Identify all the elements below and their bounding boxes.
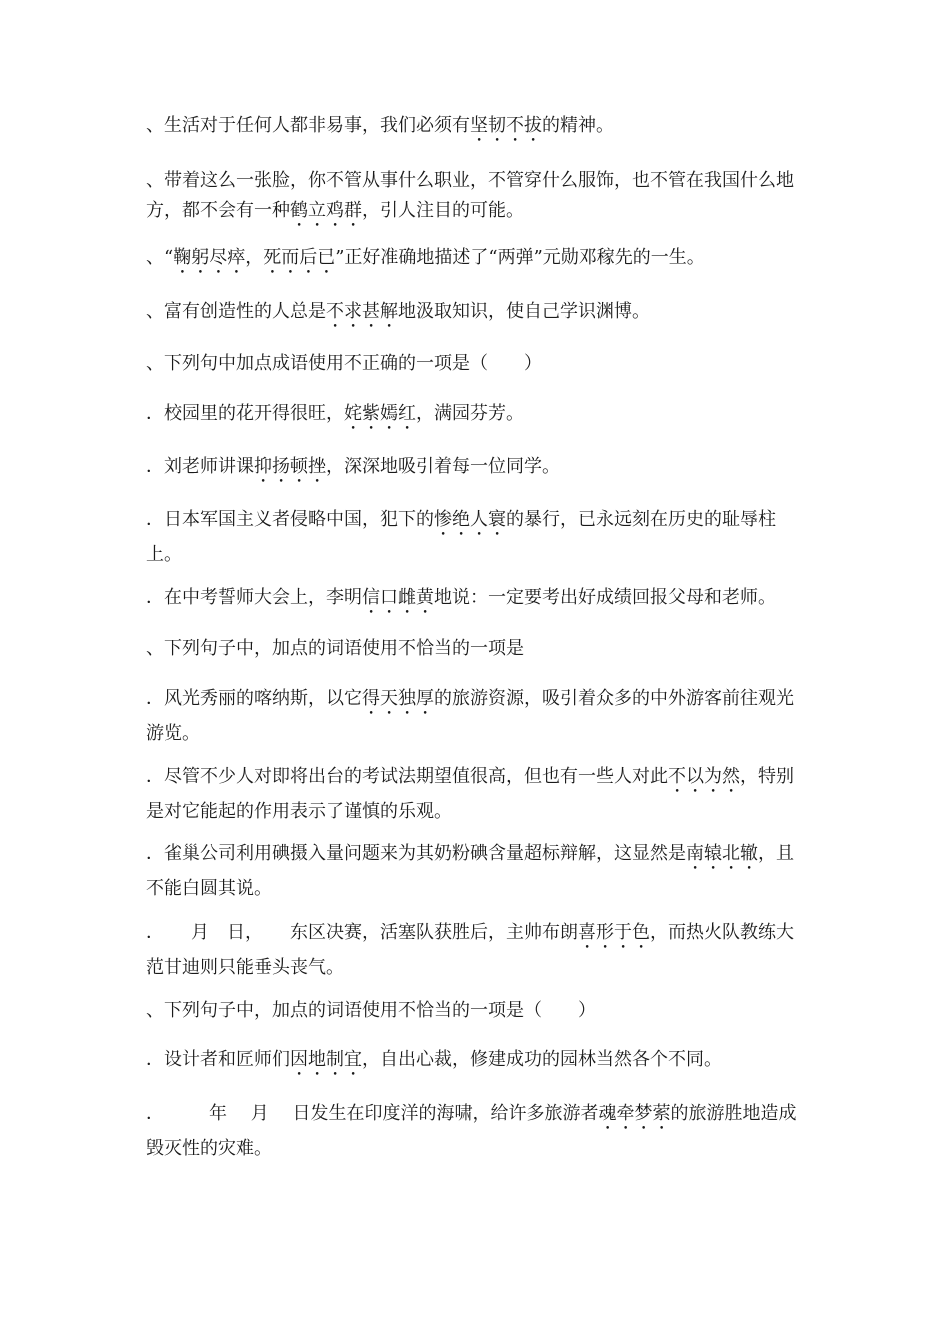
sentence-text: 、“ (146, 247, 174, 268)
sentence-1 (146, 111, 810, 146)
sentence-4 (146, 297, 810, 332)
option-b-2 (146, 762, 810, 827)
sentence-text: ，特别是对它能起的作用表示了谨慎的乐观。 (146, 766, 794, 822)
sentence-text: 地说：一定要考出好成绩回报父母和老师。 (434, 587, 776, 608)
dotted-idiom: 鹤立鸡群 (290, 200, 362, 221)
sentence-text: ． 年 月 日发生在印度洋的海啸，给许多旅游者 (146, 1103, 599, 1124)
sentence-text: ，自出心裁，修建成功的园林当然各个不同。 (362, 1049, 722, 1070)
dotted-idiom: 南辕北辙 (686, 843, 758, 864)
dotted-idiom: 魂牵梦萦 (598, 1103, 671, 1124)
option-b-3 (146, 1099, 810, 1164)
sentence-text: 、带着这么一张脸，你不管从事什么职业，不管穿什么服饰，也不管在我国什么地方，都不会有一种 (146, 170, 794, 221)
dotted-idiom: 惨绝人寰 (434, 509, 506, 530)
dotted-idiom: 得天独厚 (362, 688, 434, 709)
option-a-3 (146, 1045, 810, 1080)
sentence-text: 的旅游胜地造成毁灭性的灾难。 (146, 1103, 797, 1159)
sentence-text: 、富有创造性的人总是 (146, 301, 326, 322)
option-a-1 (146, 399, 810, 434)
question-header-2 (146, 634, 810, 664)
dotted-idiom: 鞠躬尽瘁，死而后已 (173, 247, 336, 268)
dotted-idiom: 姹紫嫣红 (344, 403, 416, 424)
sentence-text: 、下列句中加点成语使用不正确的一项是（ ） (146, 353, 542, 374)
sentence-text: 地汲取知识，使自己学识渊博。 (398, 301, 650, 322)
sentence-text: ．雀巢公司利用碘摄入量问题来为其奶粉碘含量超标辩解，这显然是 (146, 843, 686, 864)
question-header-3 (146, 996, 810, 1026)
sentence-text: ，而热火队教练大范甘迪则只能垂头丧气。 (146, 922, 794, 978)
sentence-3 (146, 243, 810, 278)
sentence-text: ”正好准确地描述了“两弹”元勋邓稼先的一生。 (335, 247, 705, 268)
sentence-text: ． 月 日， 东区决赛，活塞队获胜后，主帅布朗 (146, 922, 578, 943)
option-c-1 (146, 505, 810, 570)
dotted-idiom: 喜形于色 (578, 922, 650, 943)
dotted-idiom: 坚韧不拔 (470, 115, 542, 136)
sentence-text: 的旅游资源，吸引着众多的中外游客前往观光游览。 (146, 688, 794, 744)
dotted-idiom: 不求甚解 (326, 301, 398, 322)
sentence-text: ．风光秀丽的喀纳斯，以它 (146, 688, 362, 709)
sentence-text: ，引人注目的可能。 (362, 200, 524, 221)
sentence-text: ．校园里的花开得很旺， (146, 403, 344, 424)
dotted-idiom: 抑扬顿挫 (254, 456, 326, 477)
option-c-2 (146, 839, 810, 904)
sentence-text: ，满园芬芳。 (416, 403, 524, 424)
sentence-text: 、生活对于任何人都非易事，我们必须有 (146, 115, 470, 136)
sentence-text: ．日本军国主义者侵略中国，犯下的 (146, 509, 434, 530)
sentence-text: ．在中考誓师大会上，李明 (146, 587, 362, 608)
sentence-text: ，且不能白圆其说。 (146, 843, 794, 899)
sentence-text: 的暴行，已永远刻在历史的耻辱柱上。 (146, 509, 776, 565)
sentence-text: ．尽管不少人对即将出台的考试法期望值很高，但也有一些人对此 (146, 766, 668, 787)
option-d-1 (146, 583, 810, 618)
sentence-2 (146, 166, 810, 231)
option-d-2 (146, 918, 810, 983)
sentence-text: ，深深地吸引着每一位同学。 (326, 456, 560, 477)
option-a-2 (146, 684, 810, 749)
sentence-text: ．刘老师讲课 (146, 456, 254, 477)
dotted-idiom: 因地制宜 (290, 1049, 362, 1070)
dotted-idiom: 信口雌黄 (362, 587, 434, 608)
question-header-1 (146, 349, 810, 379)
dotted-idiom: 不以为然 (668, 766, 740, 787)
sentence-text: 、下列句子中，加点的词语使用不恰当的一项是 (146, 638, 524, 659)
option-b-1 (146, 452, 810, 487)
sentence-text: 的精神。 (542, 115, 614, 136)
sentence-text: ．设计者和匠师们 (146, 1049, 290, 1070)
sentence-text: 、下列句子中，加点的词语使用不恰当的一项是（ ） (146, 1000, 596, 1021)
